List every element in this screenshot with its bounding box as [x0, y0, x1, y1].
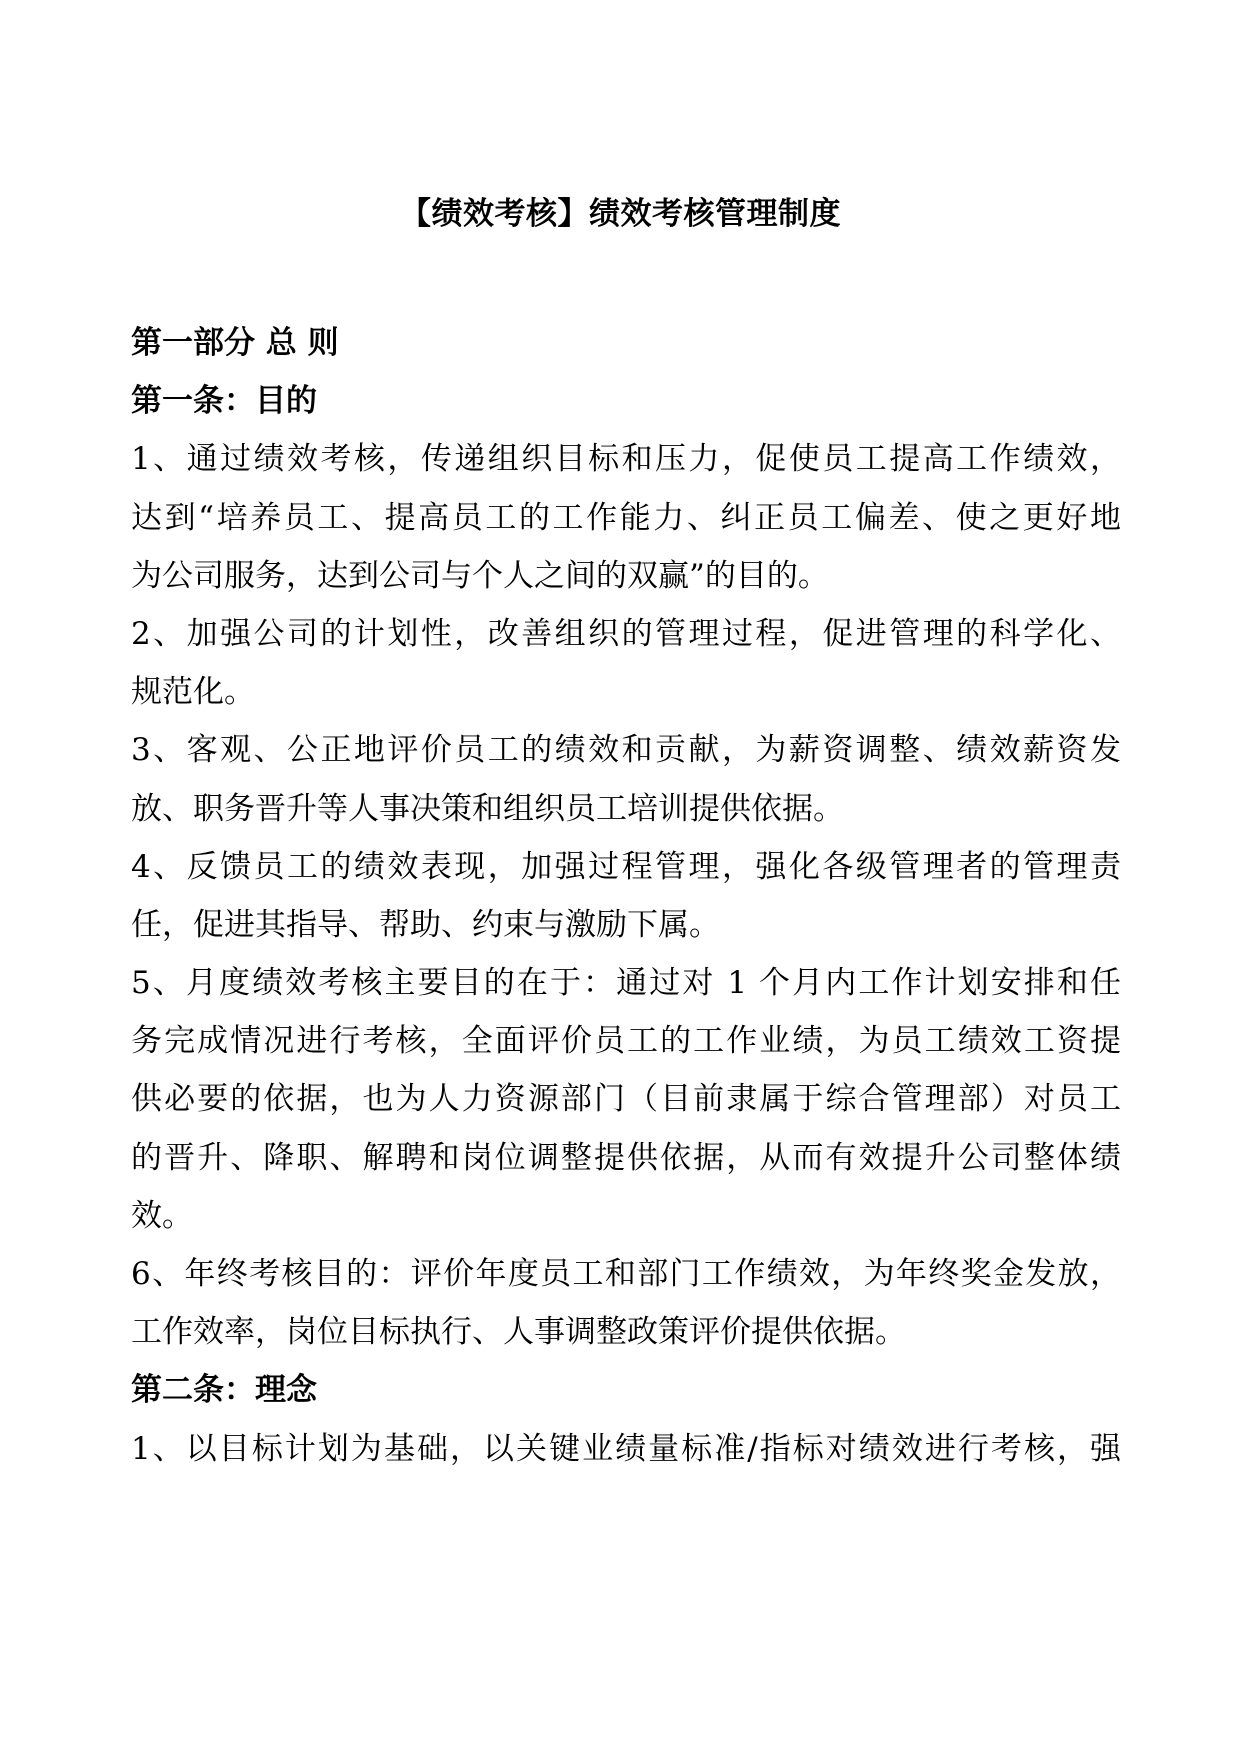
paragraph-line: 4、反馈员工的绩效表现，加强过程管理，强化各级管理者的管理责	[131, 848, 1121, 885]
paragraph-line: 2、加强公司的计划性，改善组织的管理过程，促进管理的科学化、	[131, 615, 1121, 652]
section-heading: 第一部分 总 则	[131, 325, 339, 361]
paragraph-line: 规范化。	[131, 674, 255, 711]
paragraph-line: 为公司服务，达到公司与个人之间的双赢”的目的。	[131, 557, 829, 594]
paragraph-line: 务完成情况进行考核，全面评价员工的工作业绩，为员工绩效工资提	[131, 1023, 1121, 1060]
paragraph-line: 达到“培养员工、提高员工的工作能力、纠正员工偏差、使之更好地	[131, 499, 1121, 536]
paragraph-line: 6、年终考核目的：评价年度员工和部门工作绩效，为年终奖金发放，	[131, 1256, 1121, 1292]
document-title: 【绩效考核】绩效考核管理制度	[400, 196, 841, 232]
paragraph-line: 供必要的依据，也为人力资源部门（目前隶属于综合管理部）对员工	[131, 1081, 1121, 1118]
paragraph-line: 1、以目标计划为基础，以关键业绩量标准/指标对绩效进行考核，强	[131, 1430, 1121, 1467]
paragraph-line: 1、通过绩效考核，传递组织目标和压力，促使员工提高工作绩效，	[131, 441, 1121, 478]
paragraph-line: 5、月度绩效考核主要目的在于：通过对 1 个月内工作计划安排和任	[131, 965, 1121, 1002]
paragraph-line: 放、职务晋升等人事决策和组织员工培训提供依据。	[131, 790, 844, 827]
paragraph-line: 工作效率，岗位目标执行、人事调整政策评价提供依据。	[131, 1314, 906, 1351]
article-heading: 第一条：目的	[131, 383, 317, 420]
paragraph-line: 效。	[131, 1197, 193, 1234]
document-body	[131, 314, 1121, 1478]
paragraph-line: 3、客观、公正地评价员工的绩效和贡献，为薪资调整、绩效薪资发	[131, 732, 1121, 769]
paragraph-line: 任，促进其指导、帮助、约束与激励下属。	[131, 906, 720, 943]
article-heading: 第二条：理念	[131, 1372, 317, 1409]
paragraph-line: 的晋升、降职、解聘和岗位调整提供依据，从而有效提升公司整体绩	[131, 1139, 1121, 1176]
